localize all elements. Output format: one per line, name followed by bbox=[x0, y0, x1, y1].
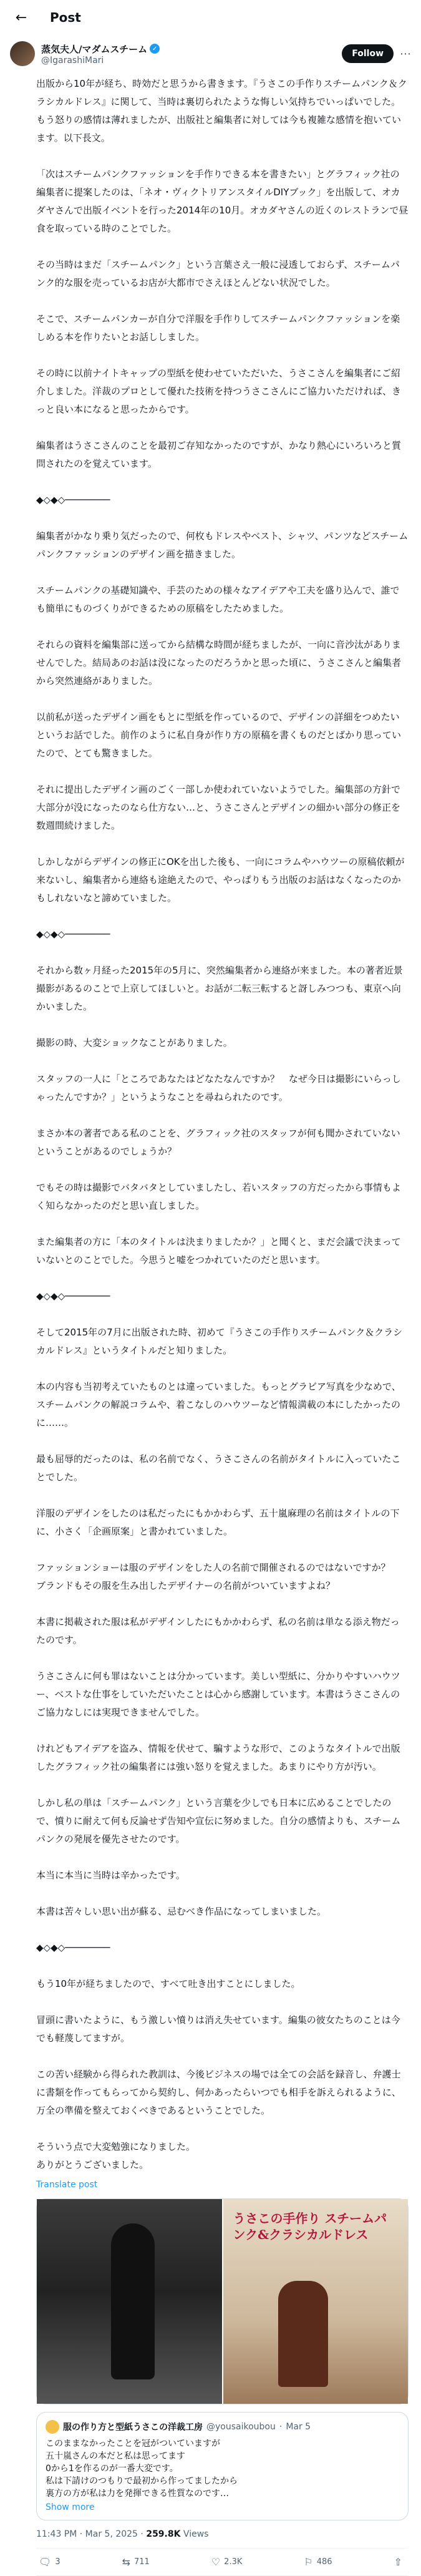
post-paragraph: 本当に本当に当時は辛かったです。 bbox=[36, 1870, 185, 1881]
post-paragraph: 本書は苦々しい思い出が蘇る、忌むべき作品になってしまいました。 bbox=[36, 1906, 327, 1917]
post-paragraph: 本の内容も当初考えていたものとは違っていました。もっとグラビア写真を少なめで、スチームパンクの解説コラムや、着こなしのハウツーなど情報満載の本にしたかったのに……。 bbox=[36, 1381, 401, 1428]
reply-icon: 🗨 bbox=[39, 2556, 52, 2568]
reply-count: 3 bbox=[55, 2557, 60, 2567]
media-gallery bbox=[36, 2198, 409, 2404]
post-paragraph: その当時はまだ「スチームパンク」という言葉さえ一般に浸透しておらず、スチームパンク的な服を売っているお店が大都市でさえほとんどない状況でした。 bbox=[36, 259, 400, 288]
post-paragraph: 出版から10年が経ち、時効だと思うから書きます。『うさこの手作りスチームパンク＆クラシカルドレス』に関して、当時は裏切られたような悔しい気持ちでいっぱいでした。もう怒りの感情は薄れましたが、出版社と編集者に対しては今も複雑な感情を抱いています。以下長文。 bbox=[36, 78, 407, 144]
post-paragraph: 洋服のデザインをしたのは私だったにもかかわらず、五十嵐麻理の名前はタイトルの下に、小さく「企画原案」と書かれていました。 bbox=[36, 1508, 400, 1537]
post-meta bbox=[36, 2529, 409, 2549]
post-paragraph: 「次はスチームパンクファッションを手作りできる本を書きたい」とグラフィック社の編集者に提案したのは、「ネオ・ヴィクトリアンスタイルDIYブック」を出版して、オカダヤさんで出版イベントを行った2014年の10月。オカダヤさんの近くのレストランで昼食を取っている時のことでした。 bbox=[36, 168, 409, 234]
verified-icon: ✓ bbox=[150, 44, 160, 54]
post-paragraph: それに提出したデザイン画のごく一部しか使われていないようでした。編集部の方針で大部分が没になったのなら仕方ない…と、うさこさんとデザインの細かい部分の修正を数週間続けました。 bbox=[36, 784, 400, 831]
repost-count: 711 bbox=[134, 2557, 150, 2567]
author-name[interactable]: 蒸気夫人/マダムスチーム bbox=[41, 43, 148, 55]
post-paragraph: また編集者の方に「本のタイトルは決まりましたか？」と聞くと、まだ会議で決まっていないとのことでした。今思うと嘘をつかれていたのだと思います。 bbox=[36, 1236, 401, 1266]
post-timestamp[interactable]: 11:43 PM · Mar 5, 2025 · bbox=[36, 2529, 147, 2539]
repost-icon: ⇆ bbox=[122, 2556, 130, 2568]
post-paragraph: 以前私が送ったデザイン画をもとに型紙を作っているので、デザインの詳細をつめたいというお話でした。前作のように私自身が作り方の原稿を書くものだとばかり思っていたので、とても驚きました。 bbox=[36, 711, 402, 759]
book-cover-title: うさこの手作り スチームパンク&クラシカルドレス bbox=[233, 2211, 387, 2242]
reply-button[interactable] bbox=[39, 2556, 60, 2568]
follow-button[interactable]: Follow bbox=[342, 44, 394, 63]
views-label: Views bbox=[180, 2529, 209, 2539]
section-divider: ◆◇◆◇──────── bbox=[36, 929, 110, 940]
dress-figure bbox=[111, 2223, 155, 2379]
back-arrow-icon[interactable]: ← bbox=[15, 9, 27, 26]
post-paragraph: それらの資料を編集部に送ってから結構な時間が経ちましたが、一向に音沙汰がありませんでした。結局あのお話は没になったのだろうかと思った頃に、うさこさんと編集者から突然連絡がありました。 bbox=[36, 639, 402, 686]
media-photo-dress[interactable] bbox=[37, 2199, 222, 2404]
post-paragraph: しかし私の単は「スチームパンク」という言葉を少しでも日本に広めることでしたので、憤りに耐えて何も反論せず告知や宣伝に努めました。自分の感情よりも、スチームパンクの発展を優先させたのです。 bbox=[36, 1797, 401, 1845]
cover-figure bbox=[278, 2281, 328, 2387]
post-paragraph: けれどもアイデアを盗み、情報を伏せて、騙すような形で、このようなタイトルで出版したグラフィック社の編集者には強い怒りを覚えました。あまりにやり方が汚い。 bbox=[36, 1743, 400, 1772]
show-more-link[interactable]: Show more bbox=[46, 2502, 95, 2512]
post-paragraph: そこで、スチームパンカーが自分で洋服を手作りしてスチームパンクファッションを楽しめる本を作りたいとお話ししました。 bbox=[36, 313, 400, 343]
bookmark-count: 486 bbox=[316, 2557, 332, 2567]
translate-link[interactable]: Translate post bbox=[36, 2180, 98, 2190]
bookmark-button[interactable] bbox=[304, 2556, 332, 2568]
post-text bbox=[36, 75, 409, 2174]
post-paragraph: でもその時は撮影でバタバタとしていましたし、若いスタッフの方だったから事情もよく知らなかったのだと思い直しました。 bbox=[36, 1182, 401, 1211]
post-paragraph: スタッフの一人に「ところであなたはどなたなんですか？ なぜ今日は撮影にいらっしゃったんですか？」というようなことを尋ねられたのです。 bbox=[36, 1073, 401, 1103]
section-divider: ◆◇◆◇──────── bbox=[36, 1942, 110, 1953]
quoted-post[interactable] bbox=[36, 2412, 409, 2520]
post-paragraph: その時に以前ナイトキャップの型紙を使わせていただいた、うさこさんを編集者にご紹介しました。洋裁のプロとして優れた技術を持つうさこさんにご協力いただければ、きっと良い本になると思ったからです。 bbox=[36, 368, 402, 415]
post-paragraph: スチームパンクの基礎知識や、手芸のための様々なアイデアや工夫を盛り込んで、誰でも簡単にものづくりができるための原稿をしたためました。 bbox=[36, 585, 400, 614]
post-paragraph: それから数ヶ月経った2015年の5月に、突然編集者から連絡が来ました。本の著者近景撮影があるのことで上京してほしいと。お話が二転三転すると訝しみつつも、東京へ向かいました。 bbox=[36, 965, 403, 1012]
author-names bbox=[41, 42, 342, 66]
post-paragraph: もう10年が経ちましたので、すべて吐き出すことにしました。 bbox=[36, 1978, 301, 1989]
quote-header bbox=[46, 2420, 399, 2434]
post-paragraph: 撮影の時、大変ショックなことがありました。 bbox=[36, 1037, 233, 1048]
post-paragraph: 最も屈辱的だったのは、私の名前でなく、うさこさんの名前がタイトルに入っていたことでした。 bbox=[36, 1453, 401, 1483]
post-paragraph: しかしながらデザインの修正にOKを出した後も、一向にコラムやハウツーの原稿依頼が来ないし、編集者から連絡も途絶えたので、やっぱりもう出版のお話はなくなったのかもしれないなと諦めていました。 bbox=[36, 856, 405, 904]
section-divider: ◆◇◆◇──────── bbox=[36, 1290, 110, 1302]
quote-body: このままなかったことを冠がついていますが 五十嵐さんの本だと私は思ってます 0から1を作るのが一番大変です。 私は下請けのつもりで最初から作ってましたから 裏方の方が私は力を発揮できる性質なのです… bbox=[46, 2439, 238, 2499]
post-paragraph: 冒頭に書いたように、もう激しい憤りは消え失せています。編集の彼女たちのことは今でも軽蔑してますが。 bbox=[36, 2014, 400, 2044]
post-paragraph: まさか本の著者である私のことを、グラフィック社のスタッフが何も聞かされていないということがあるのでしょうか？ bbox=[36, 1128, 400, 1157]
quote-handle: @yousaikoubou bbox=[206, 2422, 276, 2432]
share-icon: ⇧ bbox=[394, 2556, 402, 2568]
bookmark-icon: ⚐ bbox=[304, 2556, 313, 2568]
quote-date: Mar 5 bbox=[286, 2422, 311, 2432]
quote-separator: · bbox=[279, 2422, 283, 2432]
action-bar bbox=[36, 2549, 409, 2576]
author-row bbox=[0, 35, 421, 70]
post-paragraph: 編集者がかなり乗り気だったので、何枚もドレスやベスト、シャツ、パンツなどスチームパンクファッションのデザイン画を描きました。 bbox=[36, 530, 409, 560]
post-paragraph: うさこさんに何も罪はないことは分かっています。美しい型紙に、分かりやすいハウツー、ベストな仕事をしていただいたことは心から感謝しています。本書はうさこさんのご協力なしには実現できませんでした。 bbox=[36, 1671, 400, 1718]
post-paragraph: 編集者はうさこさんのことを最初ご存知なかったのですが、かなり熱心にいろいろと質問されたのを覚えています。 bbox=[36, 440, 402, 469]
share-button[interactable] bbox=[394, 2556, 406, 2568]
more-options-icon[interactable]: ⋯ bbox=[400, 47, 411, 61]
media-photo-book-cover[interactable] bbox=[222, 2199, 409, 2404]
post-paragraph: 本書に掲載された服は私がデザインしたにもかかわらず、私の名前は単なる添え物だったのです。 bbox=[36, 1616, 400, 1646]
section-divider: ◆◇◆◇──────── bbox=[36, 494, 110, 505]
post-paragraph: ファッションショーは服のデザインをした人の名前で開催されるのではないですか？ ブランドもその服を生み出したデザイナーの名前がついていますよね？ bbox=[36, 1562, 400, 1591]
post-paragraph: そして2015年の7月に出版された時、初めて『うさこの手作りスチームパンク＆クラシカルドレス』というタイトルだと知りました。 bbox=[36, 1327, 403, 1356]
post-paragraph: この苦い経験から得られた教訓は、今後ビジネスの場では全ての会話を録音し、弁護士に書類を作ってもらってから契約し、何かあったらいつでも相手を訴えられるように、万全の準備を整えておくべきであるということでした。 bbox=[36, 2069, 401, 2116]
like-count: 2.3K bbox=[224, 2557, 243, 2567]
heart-icon: ♡ bbox=[211, 2556, 221, 2568]
repost-button[interactable] bbox=[122, 2556, 150, 2568]
post-paragraph: そういう点で大変勉強になりました。 ありがとうございました。 bbox=[36, 2141, 196, 2170]
author-name-row[interactable] bbox=[41, 42, 342, 56]
author-handle[interactable]: @IgarashiMari bbox=[41, 55, 104, 66]
views-count: 259.8K bbox=[146, 2529, 181, 2539]
post-content bbox=[0, 70, 421, 2576]
quote-author-name: 服の作り方と型紙うさこの洋裁工房 bbox=[63, 2422, 203, 2432]
quote-avatar bbox=[46, 2420, 59, 2434]
avatar[interactable] bbox=[10, 41, 35, 66]
top-bar bbox=[0, 0, 421, 35]
page-title: Post bbox=[50, 10, 81, 25]
like-button[interactable] bbox=[211, 2556, 243, 2568]
